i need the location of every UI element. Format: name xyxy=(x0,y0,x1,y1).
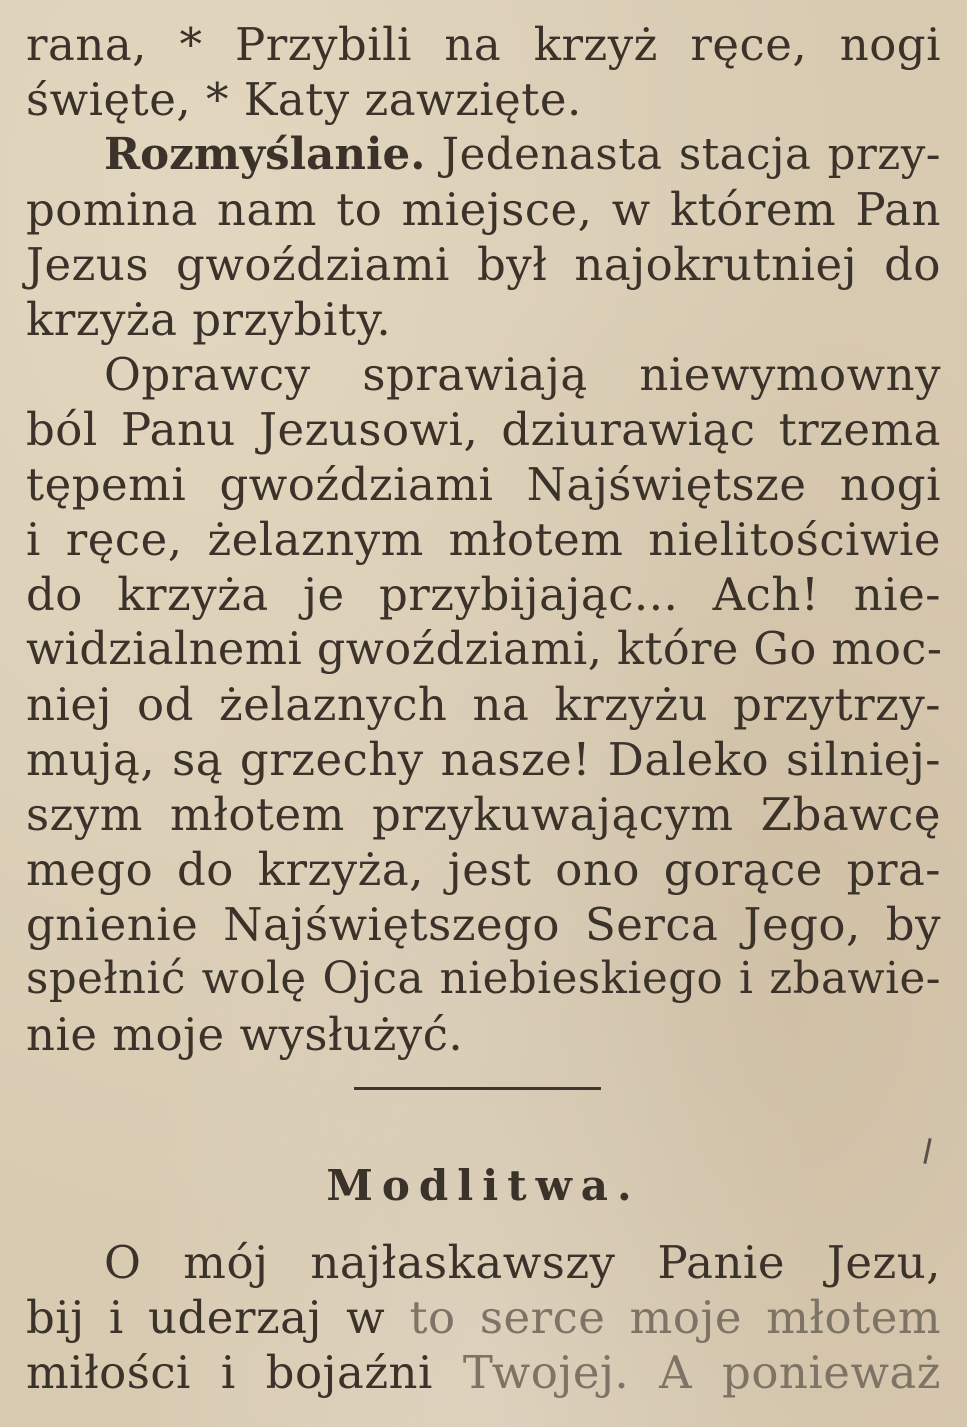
text-line: widzialnemi gwoździami, które Go moc- xyxy=(26,624,943,675)
text-line: krzyża przybity. xyxy=(26,293,392,346)
text-line: niej od żelaznych na krzyżu przytrzy- xyxy=(26,678,941,731)
text-line: święte, * Katy zawzięte. xyxy=(26,73,582,126)
text-line: gnienie Najświętszego Serca Jego, by xyxy=(26,898,941,951)
prayer-text-faded: to serce moje młotem xyxy=(409,1291,942,1344)
section-heading: Modlitwa. xyxy=(326,1161,641,1210)
prayer-line xyxy=(26,1345,941,1400)
prayer-text-dark: bij i uderzaj w xyxy=(26,1291,410,1344)
text-line: nie moje wysłużyć. xyxy=(26,1008,464,1061)
text-line: Jezus gwoździami był najokrutniej do xyxy=(26,238,941,291)
text-line: do krzyża je przybijając... Ach! nie- xyxy=(26,568,941,621)
text-line: Oprawcy sprawiają niewymowny xyxy=(104,348,941,401)
text-line: rana, * Przybili na krzyż ręce, nogi xyxy=(26,18,941,71)
text-line: pomina nam to miejsce, w którem Pan xyxy=(26,183,941,236)
prayer-line: O mój najłaskawszy Panie Jezu, xyxy=(104,1236,941,1289)
text-line: i ręce, żelaznym młotem nielitościwie xyxy=(26,513,941,566)
text-line: ból Panu Jezusowi, dziurawiąc trzema xyxy=(26,403,941,456)
meditation-label: Rozmyślanie. xyxy=(104,129,426,180)
text-line: mują, są grzechy nasze! Daleko silniej- xyxy=(26,733,941,786)
meditation-lead-text: Jedenasta stacja przy- xyxy=(441,130,941,180)
text-line: tępemi gwoździami Najświętsze nogi xyxy=(26,458,941,511)
text-line: mego do krzyża, jest ono gorące pra- xyxy=(26,843,941,896)
prayer-text-faded: Twojej. A ponieważ xyxy=(462,1346,941,1399)
text-line: szym młotem przykuwającym Zbawcę xyxy=(26,788,941,841)
meditation-lead-line xyxy=(104,127,941,182)
section-divider xyxy=(354,1087,601,1090)
text-line: spełnić wolę Ojca niebieskiego i zbawie- xyxy=(26,954,941,1004)
prayer-text-dark: miłości i bojaźni xyxy=(26,1346,463,1399)
prayer-line xyxy=(26,1290,941,1345)
